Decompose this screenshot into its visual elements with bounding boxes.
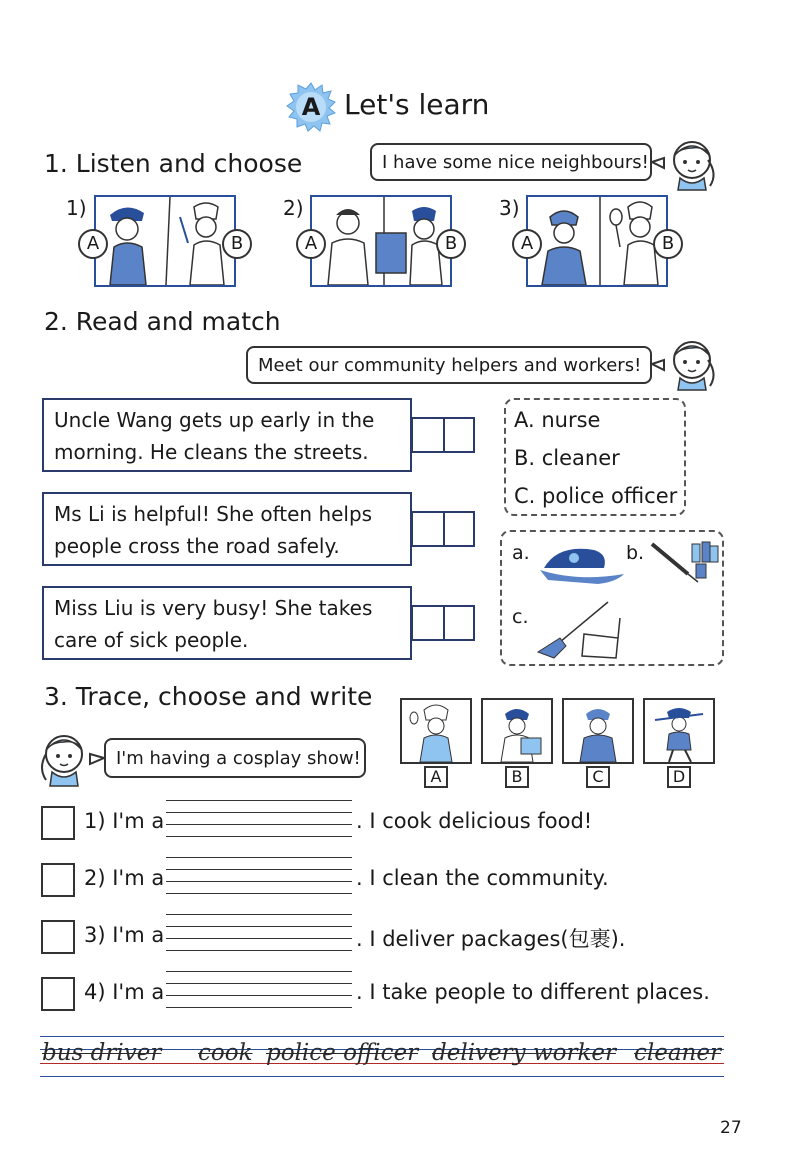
sentence-4-suffix: . I take people to different places. — [356, 980, 710, 1004]
item3-number: 3) — [499, 196, 520, 220]
sentence-1-prefix: 1) I'm a — [84, 809, 165, 833]
section3-heading: 3. Trace, choose and write — [44, 682, 373, 711]
section2-speech-bubble — [246, 346, 652, 384]
page-number: 27 — [720, 1118, 742, 1138]
girl-avatar-icon — [650, 334, 722, 392]
section1-bubble-text: I have some nice neighbours! — [382, 151, 649, 173]
item1-option-b[interactable]: B — [222, 229, 252, 259]
object-pictures-box — [500, 530, 724, 666]
picture-label-a: a. — [512, 542, 530, 564]
word-delivery-worker: delivery worker — [432, 1040, 617, 1066]
word-bus-driver: bus driver — [42, 1040, 162, 1066]
delivery-worker-costume-icon — [483, 700, 551, 762]
item2-number: 2) — [283, 196, 304, 220]
match-answer-box-3[interactable] — [411, 605, 475, 641]
answer-checkbox-3[interactable] — [41, 920, 75, 954]
girl-avatar-icon — [40, 730, 106, 788]
police-and-chef-illustration-icon — [96, 197, 234, 285]
item1-number: 1) — [66, 196, 87, 220]
match-sentence-2-line2: people cross the road safely. — [54, 534, 340, 558]
section-header — [286, 80, 526, 134]
sentence-1-suffix: . I cook delicious food! — [356, 809, 593, 833]
cosplay-label-b: B — [505, 766, 529, 788]
item3-option-b[interactable]: B — [653, 229, 683, 259]
write-line-4[interactable] — [166, 971, 352, 1007]
sentence-2-suffix: . I clean the community. — [356, 866, 609, 890]
item2-picture — [310, 195, 452, 287]
cosplay-picture-d — [643, 698, 715, 764]
job-options-box — [504, 398, 686, 516]
item1-option-a[interactable]: A — [78, 229, 108, 259]
word-cleaner: cleaner — [634, 1040, 721, 1066]
match-answer-box-2[interactable] — [411, 511, 475, 547]
cosplay-picture-b — [481, 698, 553, 764]
cosplay-label-c: C — [586, 766, 610, 788]
write-line-3[interactable] — [166, 914, 352, 950]
match-sentence-1-line2: morning. He cleans the streets. — [54, 440, 369, 464]
cosplay-picture-a — [400, 698, 472, 764]
match-sentence-3-line1: Miss Liu is very busy! She takes — [54, 596, 373, 620]
badge-letter: A — [301, 93, 321, 121]
cosplay-label-a: A — [424, 766, 448, 788]
item3-picture — [526, 195, 668, 287]
police-cap-icon — [538, 538, 628, 588]
answer-checkbox-2[interactable] — [41, 863, 75, 897]
police-officer-costume-icon — [645, 700, 713, 762]
write-line-2[interactable] — [166, 857, 352, 893]
word-bank — [40, 1036, 724, 1080]
match-sentence-1 — [42, 398, 412, 472]
picture-label-c: c. — [512, 606, 529, 628]
match-answer-box-1[interactable] — [411, 417, 475, 453]
item2-option-b[interactable]: B — [436, 229, 466, 259]
match-sentence-3 — [42, 586, 412, 660]
section3-bubble-text: I'm having a cosplay show! — [116, 747, 361, 769]
cleaner-and-cook-illustration-icon — [528, 197, 666, 285]
girl-avatar-icon — [650, 134, 722, 192]
match-sentence-2-line1: Ms Li is helpful! She often helps — [54, 502, 373, 526]
answer-checkbox-4[interactable] — [41, 977, 75, 1011]
option-police-officer: C. police officer — [514, 484, 678, 508]
sentence-3-suffix: . I deliver packages(包裹). — [356, 927, 626, 951]
sentence-3-prefix: 3) I'm a — [84, 923, 165, 947]
chef-costume-icon — [402, 700, 470, 762]
cleaner-costume-icon — [564, 700, 632, 762]
write-line-1[interactable] — [166, 800, 352, 836]
cosplay-picture-c — [562, 698, 634, 764]
workers-illustration-icon — [312, 197, 450, 285]
word-cook: cook — [198, 1040, 253, 1066]
section1-speech-bubble — [370, 143, 652, 181]
broom-and-dustpan-icon — [534, 598, 624, 662]
section1-heading: 1. Listen and choose — [44, 149, 303, 178]
picture-label-b: b. — [626, 542, 645, 564]
match-sentence-2 — [42, 492, 412, 566]
item2-option-a[interactable]: A — [296, 229, 326, 259]
answer-checkbox-1[interactable] — [41, 806, 75, 840]
sentence-4-prefix: 4) I'm a — [84, 980, 165, 1004]
item3-option-a[interactable]: A — [512, 229, 542, 259]
syringe-and-vials-icon — [648, 534, 720, 596]
sentence-2-prefix: 2) I'm a — [84, 866, 165, 890]
cosplay-label-d: D — [667, 766, 691, 788]
option-nurse: A. nurse — [514, 408, 601, 432]
page-title: Let's learn — [344, 88, 490, 121]
option-cleaner: B. cleaner — [514, 446, 620, 470]
item1-picture — [94, 195, 236, 287]
section2-heading: 2. Read and match — [44, 307, 281, 336]
word-police-officer: police officer — [266, 1040, 419, 1066]
match-sentence-1-line1: Uncle Wang gets up early in the — [54, 408, 375, 432]
section2-bubble-text: Meet our community helpers and workers! — [258, 354, 642, 376]
match-sentence-3-line2: care of sick people. — [54, 628, 249, 652]
section3-speech-bubble — [104, 738, 366, 778]
